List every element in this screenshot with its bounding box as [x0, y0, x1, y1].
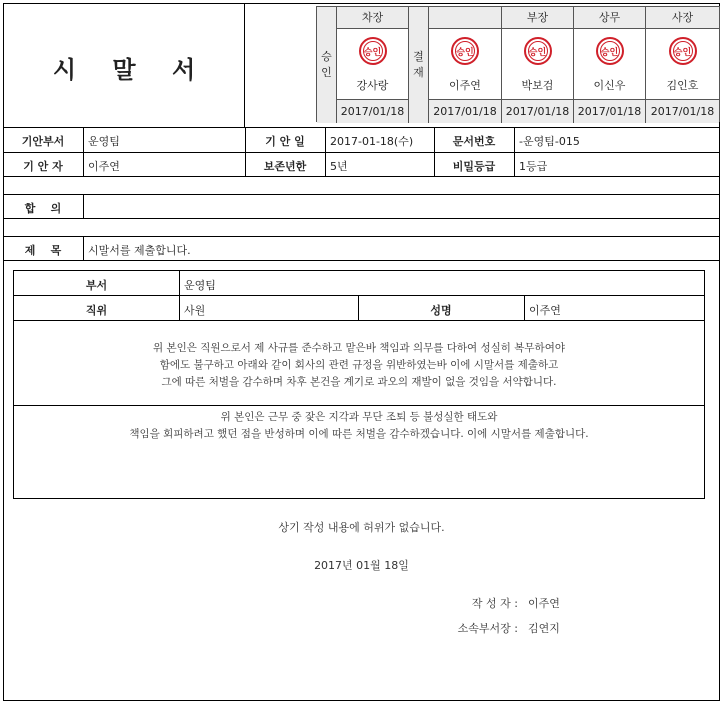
body-name-value: 이주연: [529, 304, 561, 317]
approval-column-1: [337, 7, 409, 123]
divider: [3, 176, 720, 177]
approved-stamp-icon: 승인: [524, 37, 552, 65]
divider: [3, 194, 720, 195]
dept-value: 운영팀: [88, 135, 120, 148]
approval-stamp-area: [337, 29, 408, 99]
approval-date: 2017/01/18: [337, 99, 408, 123]
divider: [83, 127, 84, 176]
security-label: 비밀등급: [452, 160, 496, 173]
agreement-label: 합 의: [24, 202, 62, 215]
approval-column-3: [502, 7, 574, 123]
approval-role: [429, 7, 501, 29]
approval-group-label-2-text: 결 재: [413, 50, 424, 79]
writer-name: 이주연: [528, 597, 560, 610]
draft-date-value: 2017-01-18(수): [330, 135, 414, 148]
body-position-label: 직위: [85, 304, 108, 317]
approved-stamp-icon: 승인: [669, 37, 697, 65]
signature-date: 2017년 01월 18일: [314, 559, 409, 572]
drafter-label: 기 안 자: [23, 160, 63, 173]
approval-column-5: [646, 7, 719, 123]
approval-date: 2017/01/18: [502, 99, 573, 123]
approval-stamp-area: [646, 29, 719, 99]
approval-column-4: [574, 7, 646, 123]
approver-name: 이신우: [593, 79, 626, 92]
divider: [179, 271, 180, 295]
approval-role: 부장: [502, 7, 573, 29]
approval-table: [316, 6, 720, 122]
draft-date-label: 기 안 일: [265, 135, 305, 148]
dept-label: 기안부서: [21, 135, 65, 148]
divider: [325, 127, 326, 176]
divider: [3, 127, 720, 128]
divider: [3, 260, 720, 261]
approval-stamp-area: [502, 29, 573, 99]
approval-stamp-area: [574, 29, 645, 99]
divider: [3, 152, 720, 153]
reason-line-2: 책임을 회피하려고 했던 점을 반성하며 이에 따른 처벌을 감수하겠습니다. 이에 시말서를 제출합니다.: [129, 428, 589, 440]
divider: [83, 194, 84, 218]
divider: [524, 296, 525, 320]
approver-name: 강사랑: [356, 79, 389, 92]
approver-name: 이주연: [449, 79, 481, 92]
body-dept-value: 운영팀: [184, 279, 216, 292]
approved-stamp-icon: 승인: [451, 37, 479, 65]
approval-date: 2017/01/18: [574, 99, 645, 123]
doc-number-value: -운영팀-015: [519, 135, 580, 148]
dept-head-label: 소속부서장 :: [457, 622, 518, 635]
approval-stamp-area: [429, 29, 501, 99]
doc-number-label: 문서번호: [452, 135, 496, 148]
subject-label: 제 목: [24, 244, 62, 257]
divider: [3, 218, 720, 219]
pledge-line-1: 위 본인은 직원으로서 제 사규를 준수하고 맡은바 책임과 의무를 다하여 성실히 복무하여야: [152, 342, 565, 354]
approver-name: 김인호: [666, 79, 699, 92]
body-name-label: 성명: [430, 304, 452, 317]
truth-statement: 상기 작성 내용에 허위가 없습니다.: [278, 521, 445, 534]
approver-name: 박보검: [521, 79, 554, 92]
approval-date: 2017/01/18: [646, 99, 719, 123]
subject-value: 시말서를 제출합니다.: [88, 244, 191, 257]
approval-role: 사장: [646, 7, 719, 29]
approved-stamp-icon: 승인: [596, 37, 624, 65]
dept-head-name: 김연지: [528, 622, 560, 635]
document-title: 시 말 서: [52, 56, 210, 84]
approval-column-2: [429, 7, 502, 123]
approved-stamp-icon: 승인: [359, 37, 387, 65]
pledge-line-2: 함에도 불구하고 아래와 같이 회사의 관련 규정을 위반하였는바 이에 시말서를 제출하고: [159, 359, 559, 371]
dept-row: [14, 271, 704, 296]
pledge-row: [14, 321, 704, 406]
reason-line-1: 위 본인은 근무 중 잦은 지각과 무단 조퇴 등 불성실한 태도와: [220, 411, 498, 423]
pledge-line-3: 그에 따른 처벌을 감수하며 차후 본건을 계기로 과오의 재발이 없을 것임을 서약합니다.: [161, 376, 557, 388]
statement-table: [13, 270, 705, 499]
divider: [3, 236, 720, 237]
approval-group-label-1: [317, 7, 337, 123]
approval-role: 차장: [337, 7, 408, 29]
body-dept-label: 부서: [85, 279, 108, 292]
reason-row: [14, 406, 704, 498]
retention-value: 5년: [330, 160, 348, 173]
divider: [179, 296, 180, 320]
security-value: 1등급: [519, 160, 548, 173]
divider: [83, 236, 84, 260]
approval-role: 상무: [574, 7, 645, 29]
position-row: [14, 296, 704, 321]
approval-group-label-2: [409, 7, 429, 123]
body-position-value: 사원: [184, 304, 206, 317]
retention-label: 보존년한: [263, 160, 307, 173]
drafter-value: 이주연: [88, 160, 120, 173]
approval-date: 2017/01/18: [429, 99, 501, 123]
divider: [514, 127, 515, 176]
approval-group-label-1-text: 승 인: [321, 50, 332, 79]
writer-label: 작 성 자 :: [471, 597, 518, 610]
